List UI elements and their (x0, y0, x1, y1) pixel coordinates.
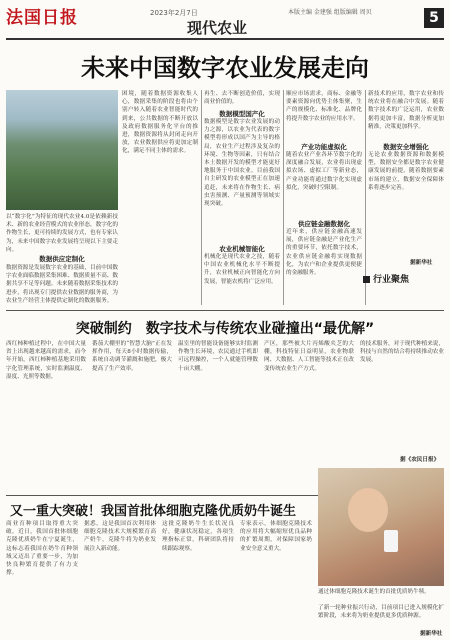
article1-col2: 困境，随着数据资源收集人心，数据采集的阶段也将由个别户转入随着农业智能时代的到来，公共数据的不断开放以及政府数据服务化平台的推进，数据资源将从封闭走向开放，农业数据供应将更加定制化，满足不同主体的需求。 (122, 91, 198, 155)
header-rule (6, 38, 444, 40)
farm-photo (6, 90, 118, 210)
article2-col2: 番茄大棚里的“智慧大脑”正在发挥作用，每天8小时数据传输，系统自动调节灌溉和施肥，极大提高了生产效率。 (92, 341, 172, 372)
article1-subhead3: 数据模型国产化 (219, 110, 265, 118)
photo-object (384, 530, 398, 552)
article1-col3: 数据模型是数字农业发展的动力之源，以农业为代表的数字模型将形成以国产为主导的格局，农业生产过程涉及复杂的环境、生物等因素，只有结合本土数据开发的模型才能更好地服务于中国农业。目前我国自主研发的农业模型正在加速追赶，未来将在作物生长、病虫害预测、产量预测等领域实现突破。 (204, 119, 280, 208)
page-number: 5 (424, 8, 444, 28)
page-header (0, 0, 450, 40)
section-banner-label: 行业聚焦 (373, 275, 410, 285)
article3-col2: 据悉，这是我国首次利用体细胞克隆技术大规模繁育高产奶牛，克隆牛将为奶业发展注入新动能。 (84, 521, 156, 552)
section-banner (363, 272, 409, 285)
article3-col1: 商业育种项目取得重大突破。近日，我国首批体细胞克隆优质奶牛在宁夏诞生，这标志着我国在奶牛育种领域又迈出了重要一步，为加快良种繁育提供了有力支撑。 (6, 521, 78, 577)
article3-col5: 了新一轮种业振兴行动，目前项目已进入规模化扩繁阶段，未来将为奶业提供更多优质种源。 (318, 605, 444, 620)
article1-col5b: 无论农业数据资源和数据模型，数据安全都是数字农业健康发展的前提，随着数据要素市场的建立，数据安全保障体系将逐步完善。 (368, 152, 444, 191)
article1-source: 据新华社 (410, 260, 433, 266)
column-divider (201, 90, 202, 305)
article3-col4: 专家表示，体细胞克隆技术的应用将大幅缩短优良品种的扩繁周期，对保障国家奶业安全意义重大。 (240, 521, 312, 552)
article1-col4b: 随着农业产业各环节数字化的深度融合发展，农业将出现虚拟农场、虚拟工厂等新业态，产业功能将通过数字化实现虚拟化，突破时空限制。 (286, 152, 362, 191)
article1-subhead4: 产业功能虚拟化 (301, 143, 347, 151)
article1-col5: 新技术的应用，数字农业和传统农业将在融合中发展。随着数字技术的广泛运用，农业数据将更加丰富，数据分析更加精准，决策更加科学。 (368, 91, 444, 130)
column-divider (283, 90, 284, 305)
article2-byline: 据《农民日报》 (400, 457, 440, 463)
article1-subhead5: 数据安全增强化 (383, 143, 429, 151)
article2-col1: 西红柿种植过程中，在中国大量省上出现越来越高的需求，而今年开始，西红柿种植基地采用数字化管理系统，实时监测温度、湿度、光照等数据。 (6, 341, 86, 380)
article2-col3: 温室里的智能设备能够实时监测作物生长环境，农民通过手机即可远程操控，一个人就能管理数十亩大棚。 (178, 341, 258, 372)
editor-credits: 本版主编 金建强 组版编辑 周贝 (288, 9, 372, 16)
article1-col3-pre: 再生、去不断创造价值，实现商业价值的。 (204, 91, 280, 106)
article1-subhead3b: 农业机械智能化 (219, 245, 265, 253)
article1-headline: 未来中国数字农业发展走向 (81, 54, 369, 82)
calf-photo (318, 468, 444, 586)
article1-col4: 顺应市场需求，商标、金融等要素资源向优势主体集聚，生产的规模化、标准化、品牌化将提升数字农业的应用水平。 (286, 91, 362, 122)
article2-col4: 产区，那些被大片丙烯酸夹芝的大棚，科技特征日益明显，农业物联网、大数据、人工智能等技术正在改变传统农业生产方式。 (264, 341, 354, 372)
article-separator (6, 310, 444, 311)
square-icon (363, 276, 370, 283)
calf-photo-caption: 通过体细胞克隆技术诞生的首批优质奶牛犊。 (318, 589, 430, 595)
article2-col5: 的技术服务，对于现代种植来说，科技与自然的结合将持续推动农业发展。 (360, 341, 444, 364)
article3-headline: 又一重大突破！我国首批体细胞克隆优质奶牛诞生 (10, 504, 297, 519)
article1-col4c: 近年来，供应链金融高速发展，供应链金融是产业化生产的重要环节，依托数字技术，农业供应链金融将实现数据化，为农户和企业提供更便捷的金融服务。 (286, 229, 362, 277)
article3-col3: 这批克隆奶牛生长状况良好，健康状况稳定，各项生理指标正常，科研团队将持续跟踪观察。 (162, 521, 234, 552)
article1-col1b: 数据资源是发展数字农业的基础，目前中国数字农业面临数据采集困难、数据质量不高、数据共享不足等问题。未来随着数据采集技术的进步，将出现专门提供农业数据的服务商，为农业生产经营主体提供定制化的数据服务。 (6, 265, 118, 304)
article3-byline: 据新华社 (420, 631, 443, 637)
article2-headline: 突破制约 数字技术与传统农业碰撞出“最优解” (75, 321, 375, 337)
section-title: 现代农业 (187, 19, 248, 37)
issue-date: 2023年2月7日 (150, 9, 198, 17)
photo-subject (348, 488, 388, 532)
article1-col1: 以“数字化”为特征的现代农业4.0是依赖新技术、新的农业经营模式的农业形态，数字化的作物生长，更可持续的发展方式，也有专家认为，未来中国数字农业发展将呈现以下主要走向。 (6, 214, 118, 253)
newspaper-masthead: 法国日报 (6, 8, 78, 28)
article1-subhead4b: 供应链金融数据化 (298, 220, 350, 228)
article1-subhead1: 数据供应定制化 (39, 255, 85, 263)
article1-col3b: 机械化是现代农业之技，随着中国农业机械化水平不断提升，农业机械正向智能化方向发展，智能农机将广泛应用。 (204, 254, 280, 285)
